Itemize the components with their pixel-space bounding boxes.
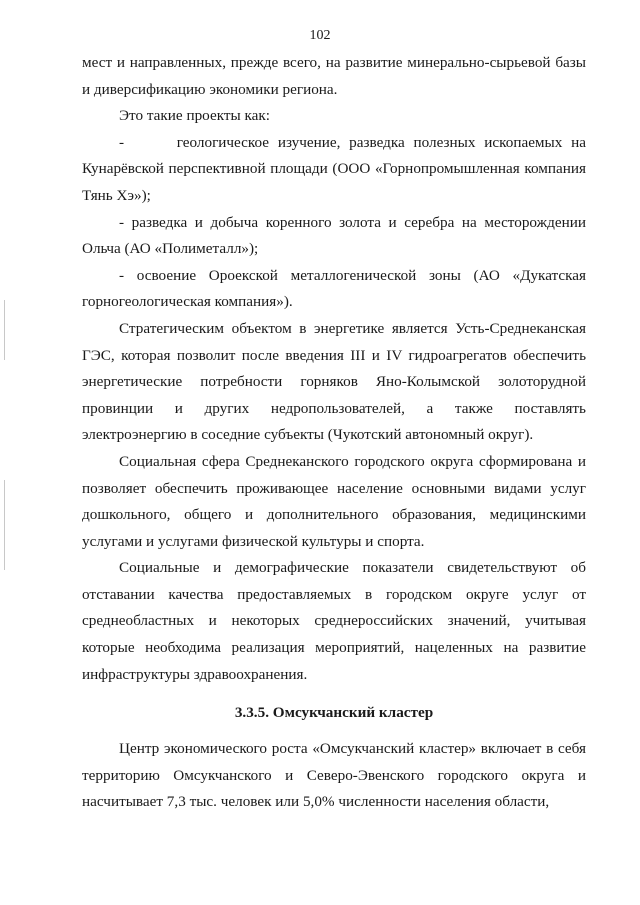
document-body: [82, 50, 586, 816]
paragraph-energy: Стратегическим объектом в энергетике является Усть-Среднеканская ГЭС, которая позволит после введения III и IV гидроагрегатов обеспечить энергетические потребности горняков Яно-Колымской золоторудной провинции и других недропользователей, а также поставлять электроэнергию в соседние субъекты (Чукотский автономный округ).: [82, 319, 586, 444]
list-item-geology: - геологическое изучение, разведка полезных ископаемых на Кунарёвской перспективной площади (ООО «Горнопромышленная компания Тянь Хэ»);: [82, 133, 586, 204]
scan-edge-mark: [4, 480, 5, 570]
page-number: 102: [309, 28, 331, 43]
paragraph-social-sphere: Социальная сфера Среднеканского городского округа сформирована и позволяет обеспечить проживающее население основными видами услуг дошкольного, общего и дополнительного образования, медицинскими услугами и услугами физической культуры и спорта.: [82, 452, 586, 550]
paragraph-cluster: Центр экономического роста «Омсукчанский кластер» включает в себя территорию Омсукчанского и Северо-Эвенского городского округа и насчитывает 7,3 тыс. человек или 5,0% численности населения области,: [82, 740, 586, 811]
paragraph-continuation: мест и направленных, прежде всего, на развитие минерально-сырьевой базы и диверсификацию экономики региона.: [82, 54, 586, 98]
list-item-oroek: - освоение Ороекской металлогенической зоны (АО «Дукатская горногеологическая компания»).: [82, 266, 586, 311]
paragraph-projects-intro: Это такие проекты как:: [119, 107, 271, 125]
section-heading: 3.3.5. Омсукчанский кластер: [234, 704, 434, 722]
list-item-olcha: - разведка и добыча коренного золота и серебра на месторождении Ольча (АО «Полиметалл»);: [82, 213, 586, 258]
paragraph-indicators: Социальные и демографические показатели свидетельствуют об отставании качества предоставляемых в городском округе услуг от среднеобластных и некоторых среднероссийских значений, учитывая которые необходима реализация мероприятий, нацеленных на развитие инфраструктуры здравоохранения.: [82, 559, 586, 683]
scan-edge-mark: [4, 300, 5, 360]
